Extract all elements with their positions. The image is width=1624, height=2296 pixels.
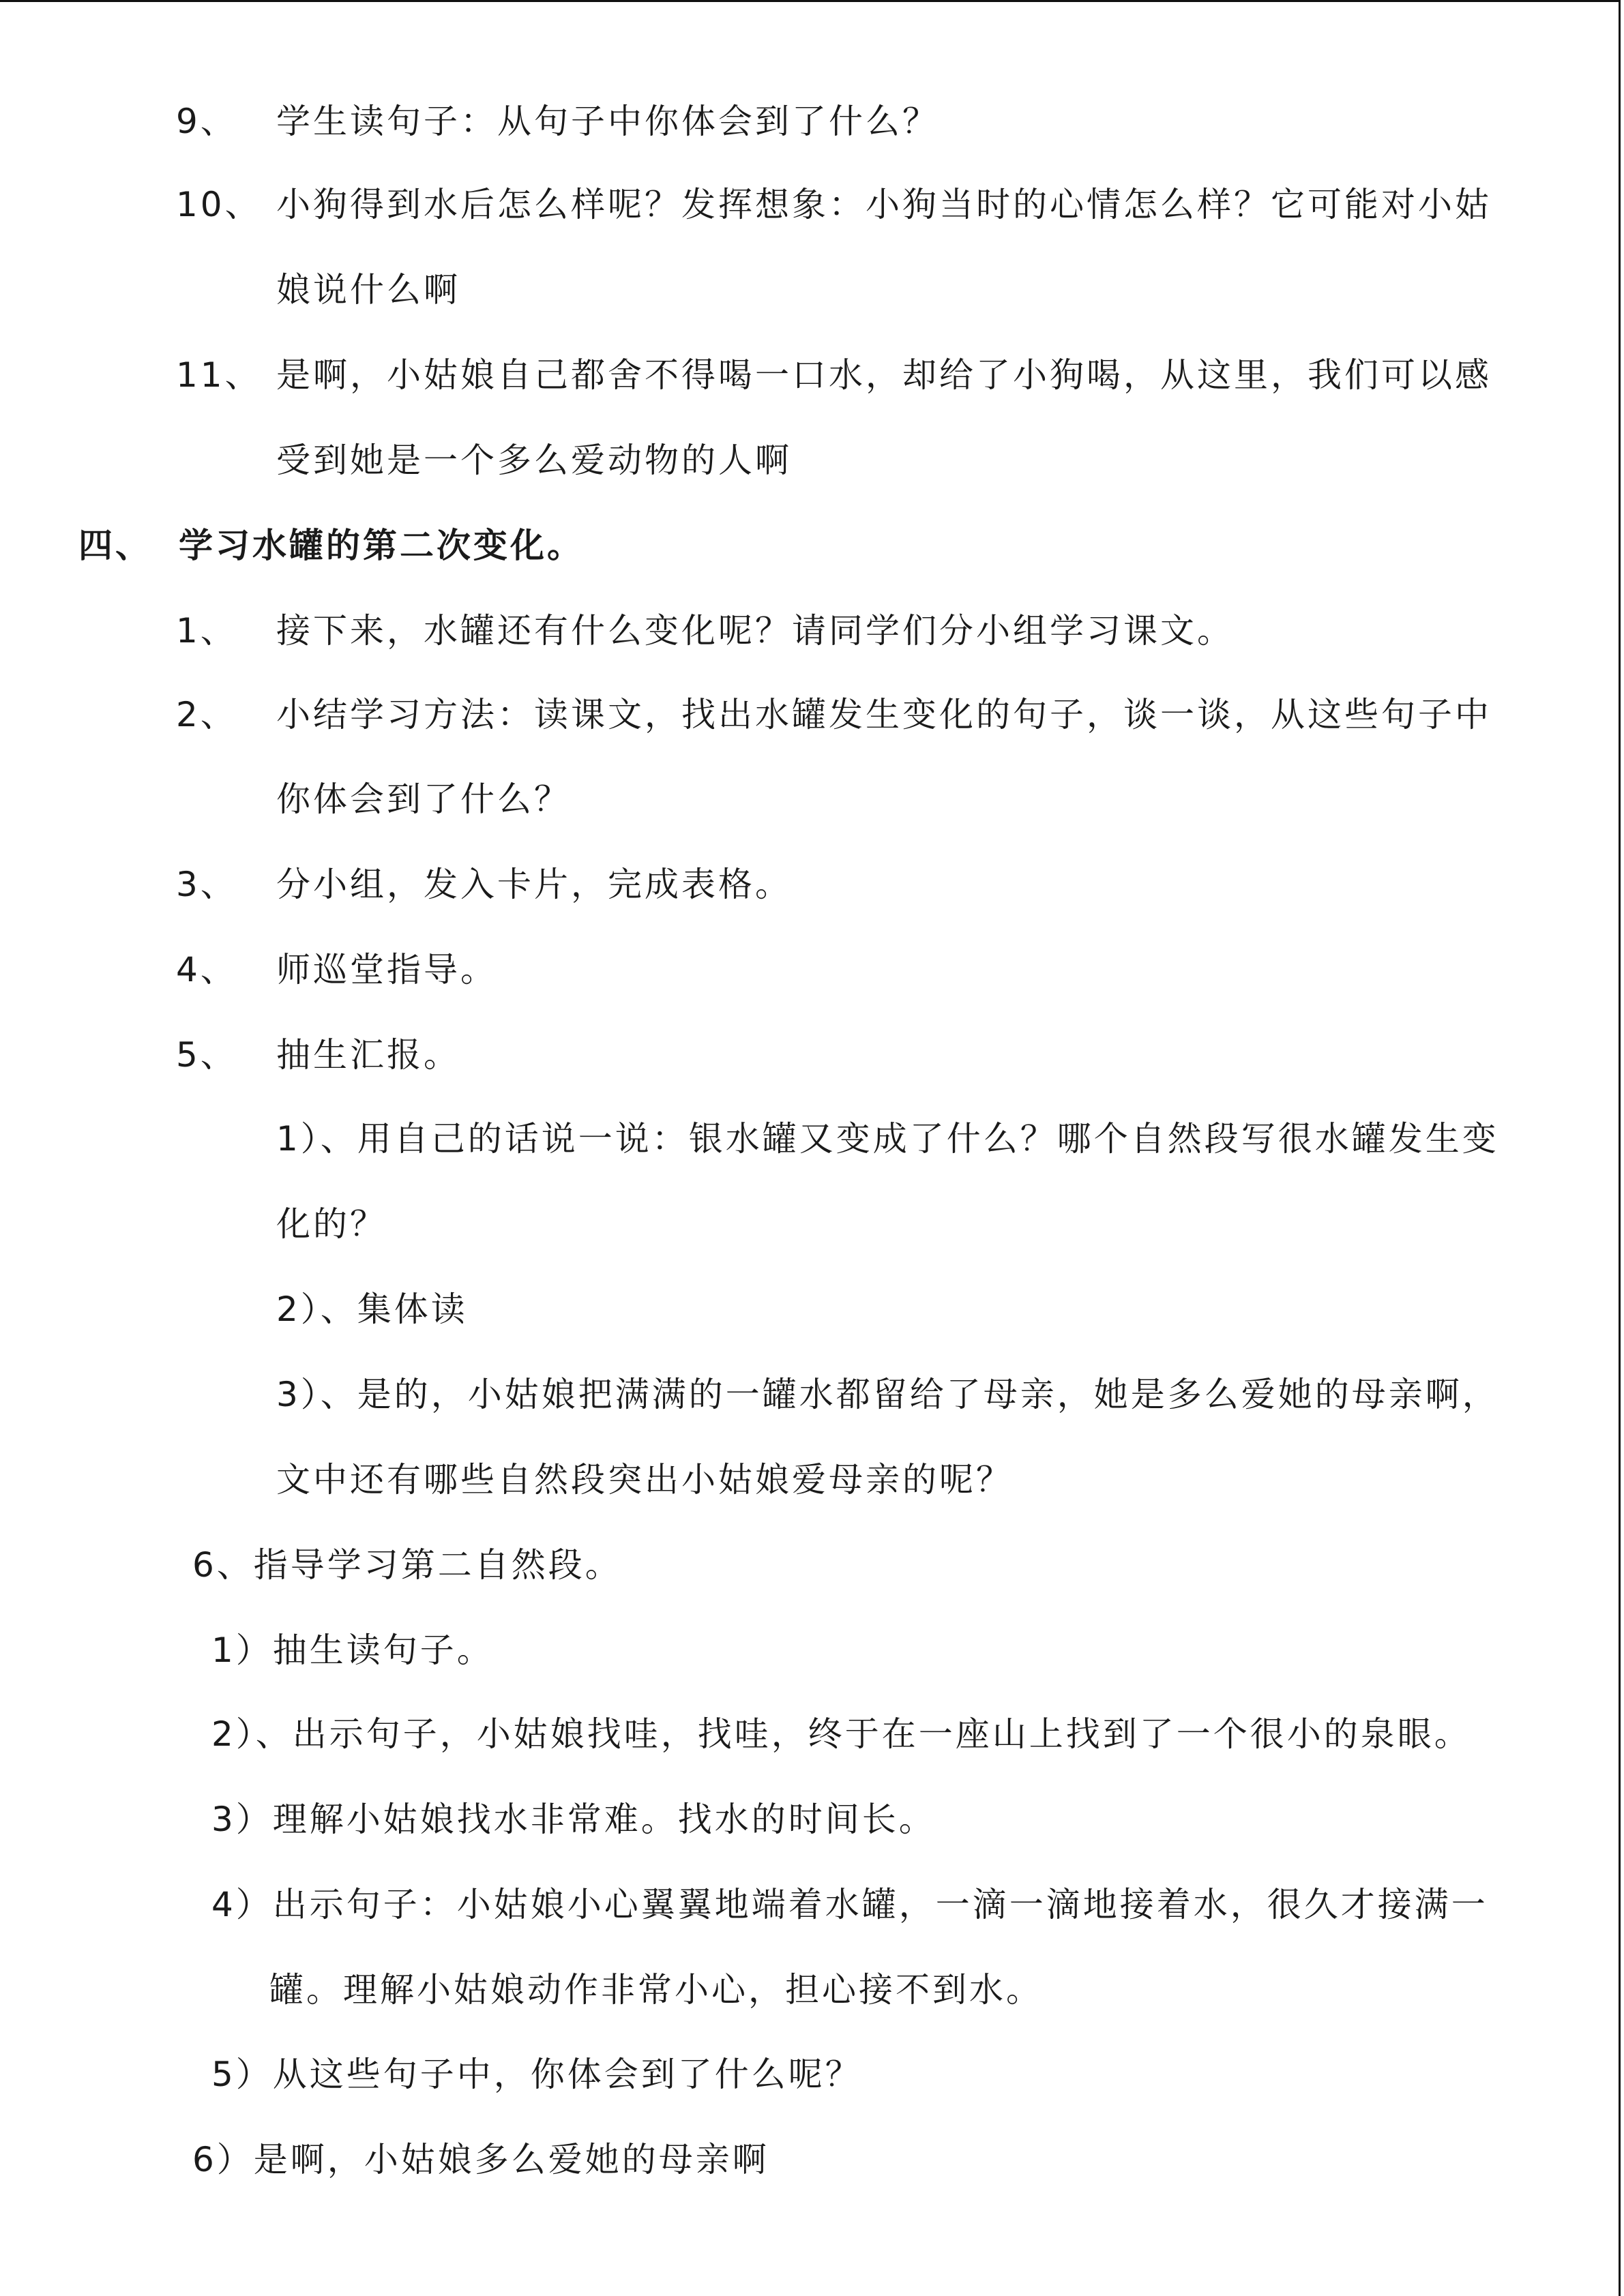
s4-item-3-text: 分小组，发入卡片，完成表格。 xyxy=(276,865,792,904)
sub6-4-line1: 4）出示句子：小姑娘小心翼翼地端着水罐，一滴一滴地接着水，很久才接满一 xyxy=(211,1885,1488,1924)
item-10-number: 10、 xyxy=(176,185,262,224)
s4-item-1-number: 1、 xyxy=(176,611,237,651)
sub5-1-line1: 1）、用自己的话说一说：银水罐又变成了什么？哪个自然段写很水罐发生变 xyxy=(276,1119,1499,1159)
s4-item-4-text: 师巡堂指导。 xyxy=(276,950,497,989)
s4-item-1-text: 接下来，水罐还有什么变化呢？请同学们分小组学习课文。 xyxy=(276,611,1234,651)
sub5-3-line1: 3）、是的，小姑娘把满满的一罐水都留给了母亲，她是多么爱她的母亲啊， xyxy=(276,1375,1499,1414)
s4-item-2-text-line1: 小结学习方法：读课文，找出水罐发生变化的句子，谈一谈，从这些句子中 xyxy=(276,695,1492,734)
sub5-3-line2: 文中还有哪些自然段突出小姑娘爱母亲的呢？ xyxy=(276,1460,1013,1500)
s4-item-5-text: 抽生汇报。 xyxy=(276,1035,460,1075)
item-11-number: 11、 xyxy=(176,355,262,395)
sub6-4-line2: 罐。理解小姑娘动作非常小心，担心接不到水。 xyxy=(269,1970,1043,2010)
item-9-number: 9、 xyxy=(176,102,237,141)
item-10-text-line2: 娘说什么啊 xyxy=(276,270,460,310)
item-10-text-line1: 小狗得到水后怎么样呢？发挥想象：小狗当时的心情怎么样？它可能对小姑 xyxy=(276,185,1492,224)
s4-item-5-number: 5、 xyxy=(176,1035,237,1075)
sub6-2: 2）、出示句子，小姑娘找哇，找哇，终于在一座山上找到了一个很小的泉眼。 xyxy=(211,1714,1471,1754)
sub6-1: 1）抽生读句子。 xyxy=(211,1630,494,1670)
sub6-5: 5）从这些句子中，你体会到了什么呢？ xyxy=(211,2055,862,2094)
s4-item-2-text-line2: 你体会到了什么？ xyxy=(276,779,571,819)
s4-item-4-number: 4、 xyxy=(176,950,237,989)
section-4-title: 学习水罐的第二次变化。 xyxy=(179,526,584,565)
sub5-2-line1: 2）、集体读 xyxy=(276,1289,468,1329)
item-9-text: 学生读句子：从句子中你体会到了什么？ xyxy=(276,102,939,141)
section-4-number: 四、 xyxy=(78,526,152,565)
sub6-3: 3）理解小姑娘找水非常难。找水的时间长。 xyxy=(211,1800,936,1839)
item-6-text: 6、指导学习第二自然段。 xyxy=(192,1545,622,1585)
sub6-6: 6）是啊，小姑娘多么爱她的母亲啊 xyxy=(192,2140,769,2179)
sub5-1-line2: 化的？ xyxy=(276,1204,387,1244)
s4-item-2-number: 2、 xyxy=(176,695,237,734)
item-11-text-line1: 是啊，小姑娘自己都舍不得喝一口水，却给了小狗喝，从这里，我们可以感 xyxy=(276,355,1492,395)
s4-item-3-number: 3、 xyxy=(176,865,237,904)
item-11-text-line2: 受到她是一个多么爱动物的人啊 xyxy=(276,441,792,480)
